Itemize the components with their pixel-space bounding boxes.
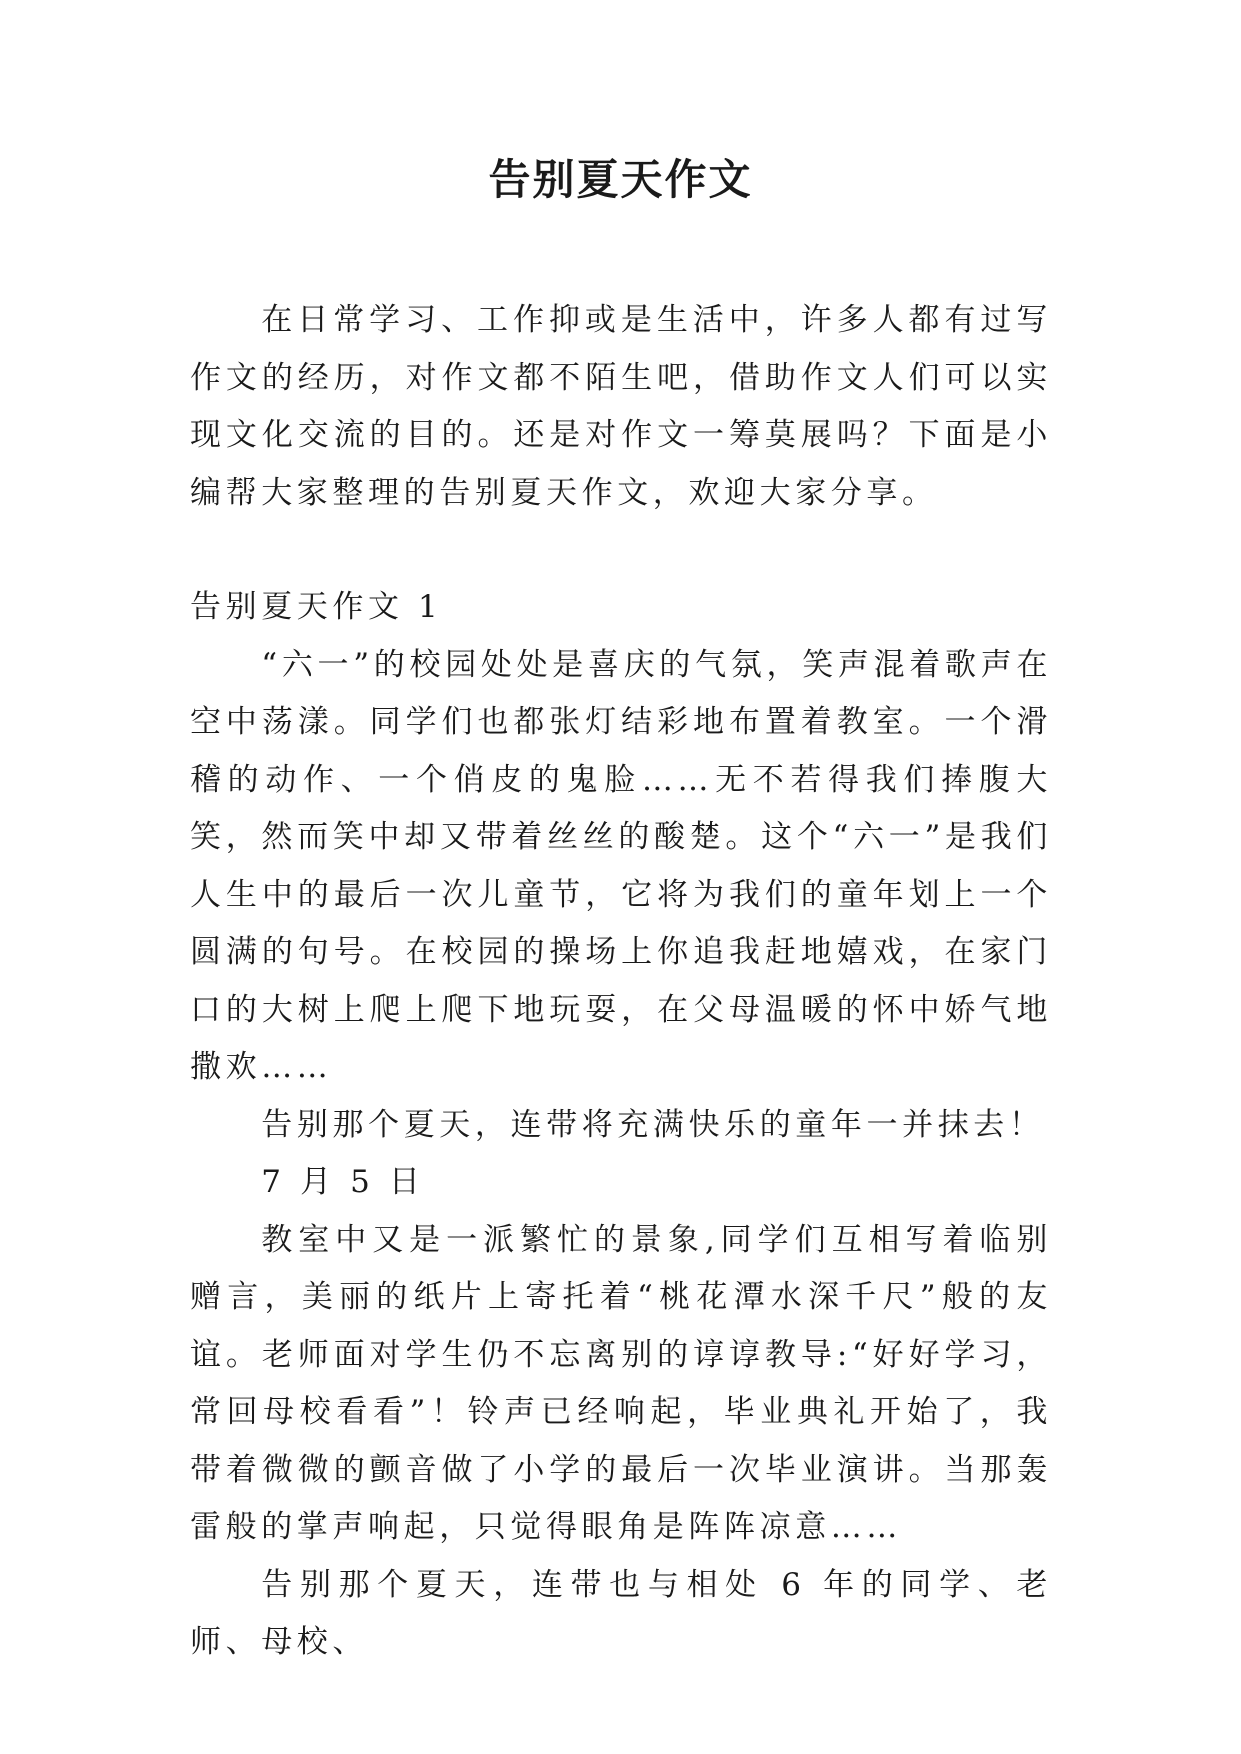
body-paragraph: 告别那个夏天，连带将充满快乐的童年一并抹去！ bbox=[261, 1106, 1045, 1143]
section-heading: 告别夏天作文 1 bbox=[190, 589, 443, 625]
intro-paragraph: 在日常学习、工作抑或是生活中，许多人都有过写作文的经历，对作文都不陌生吧，借助作文人们可以实现文化交流的目的。还是对作文一筹莫展吗？下面是小编帮大家整理的告别夏天作文，欢迎大家分享。 bbox=[190, 302, 1052, 511]
document-body bbox=[190, 292, 1052, 1672]
body-paragraph: “六一”的校园处处是喜庆的气氛，笑声混着歌声在空中荡漾。同学们也都张灯结彩地布置着教室。一个滑稽的动作、一个俏皮的鬼脸……无不若得我们捧腹大笑，然而笑中却又带着丝丝的酸楚。这个“六一”是我们人生中的最后一次儿童节，它将为我们的童年划上一个圆满的句号。在校园的操场上你追我赶地嬉戏，在家门口的大树上爬上爬下地玩耍，在父母温暖的怀中娇气地撒欢…… bbox=[190, 646, 1052, 1085]
body-paragraph: 教室中又是一派繁忙的景象,同学们互相写着临别赠言，美丽的纸片上寄托着“桃花潭水深千尺”般的友谊。老师面对学生仍不忘离别的谆谆教导:“好好学习，常回母校看看”！铃声已经响起，毕业典礼开始了，我带着微微的颤音做了小学的最后一次毕业演讲。当那轰雷般的掌声响起，只觉得眼角是阵阵凉意…… bbox=[190, 1221, 1052, 1545]
body-paragraph: 告别那个夏天，连带也与相处 6 年的同学、老师、母校、 bbox=[190, 1566, 1052, 1660]
document-title: 告别夏天作文 bbox=[488, 155, 753, 204]
date-line: 7 月 5 日 bbox=[261, 1164, 425, 1200]
